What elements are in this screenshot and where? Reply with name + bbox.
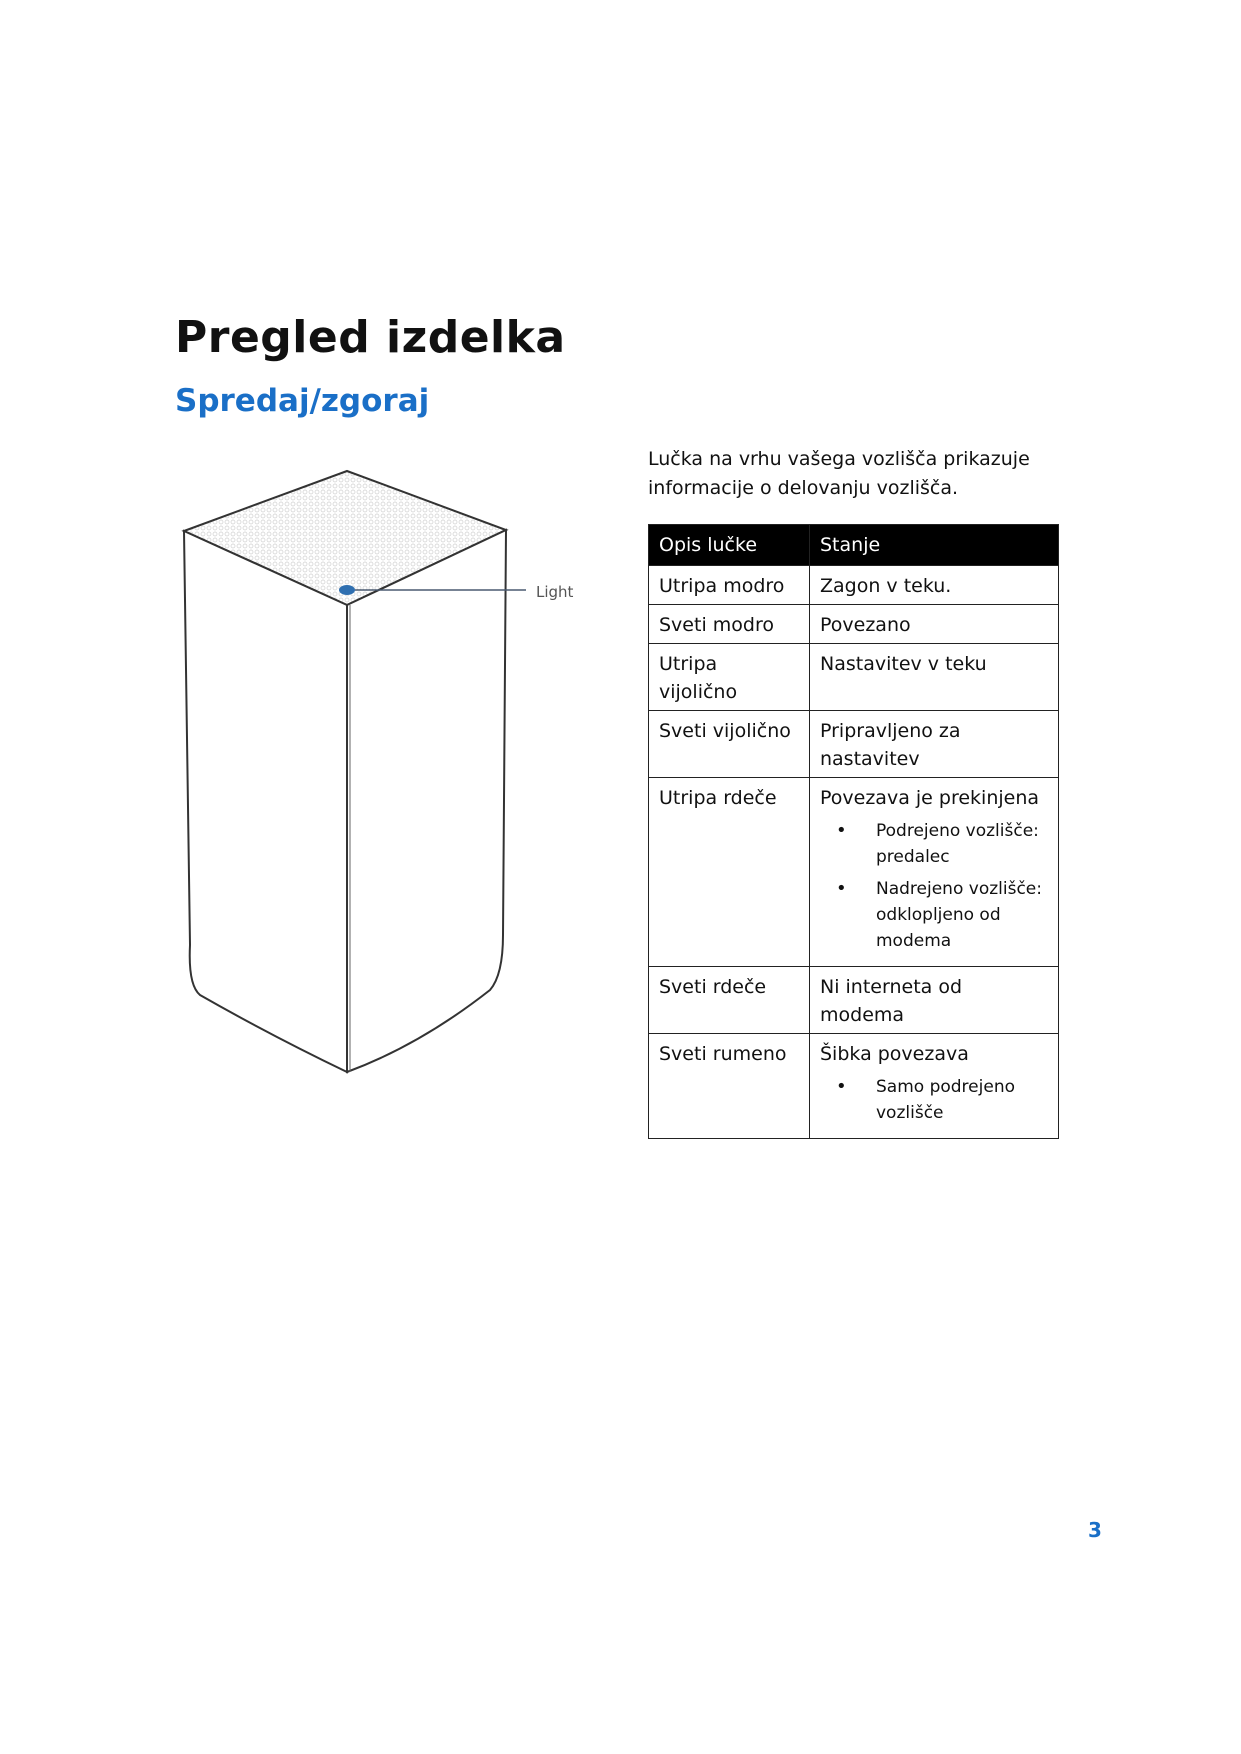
- table-cell-status: Šibka povezava • Samo podrejeno vozlišče: [810, 1034, 1059, 1139]
- table-row: [649, 1034, 1059, 1139]
- table-cell-light: Sveti modro: [649, 605, 810, 644]
- table-header-row: [649, 525, 1059, 566]
- light-indicator-icon: [339, 585, 355, 595]
- table-cell-status: Nastavitev v teku: [810, 644, 1059, 711]
- table-cell-status: Povezava je prekinjena • Podrejeno vozlišče: predalec • Nadrejeno vozlišče: odklopljeno od modema: [810, 778, 1059, 967]
- status-bullet-list: [810, 1072, 1058, 1138]
- intro-paragraph: Lučka na vrhu vašega vozlišča prikazuje informacije o delovanju vozlišča.: [648, 448, 1030, 499]
- device-right-face: [347, 530, 506, 1072]
- table-row: [649, 566, 1059, 605]
- table-row: [649, 967, 1059, 1034]
- list-item: • Nadrejeno vozlišče: odklopljeno od modema: [836, 876, 1052, 954]
- page-number: 3: [1088, 1518, 1102, 1542]
- list-item: • Podrejeno vozlišče: predalec: [836, 818, 1052, 870]
- table-cell-light: Sveti rumeno: [649, 1034, 810, 1139]
- light-callout-label: Light: [536, 583, 574, 601]
- table-cell-status: Povezano: [810, 605, 1059, 644]
- table-row: [649, 778, 1059, 967]
- table-cell-light: Utripa rdeče: [649, 778, 810, 967]
- page-title: Pregled izdelka: [175, 312, 566, 363]
- table-cell-light: Utripa modro: [649, 566, 810, 605]
- status-bullet-list: [810, 816, 1058, 966]
- section-subtitle: Spredaj/zgoraj: [175, 383, 430, 419]
- table-row: [649, 644, 1059, 711]
- list-item: • Samo podrejeno vozlišče: [836, 1074, 1052, 1126]
- table-header-cell: Stanje: [810, 525, 1059, 566]
- table-row: [649, 605, 1059, 644]
- device-left-face: [184, 531, 347, 1072]
- table-cell-light: Utripa vijolično: [649, 644, 810, 711]
- table-cell-light: Sveti rdeče: [649, 967, 810, 1034]
- table-header-cell: Opis lučke: [649, 525, 810, 566]
- light-status-table: [648, 524, 1059, 1139]
- table-cell-status: Ni interneta od modema: [810, 967, 1059, 1034]
- table-cell-status: Pripravljeno za nastavitev: [810, 711, 1059, 778]
- table-cell-status: Zagon v teku.: [810, 566, 1059, 605]
- node-device-illustration: [170, 465, 590, 1095]
- table-row: [649, 711, 1059, 778]
- table-cell-light: Sveti vijolično: [649, 711, 810, 778]
